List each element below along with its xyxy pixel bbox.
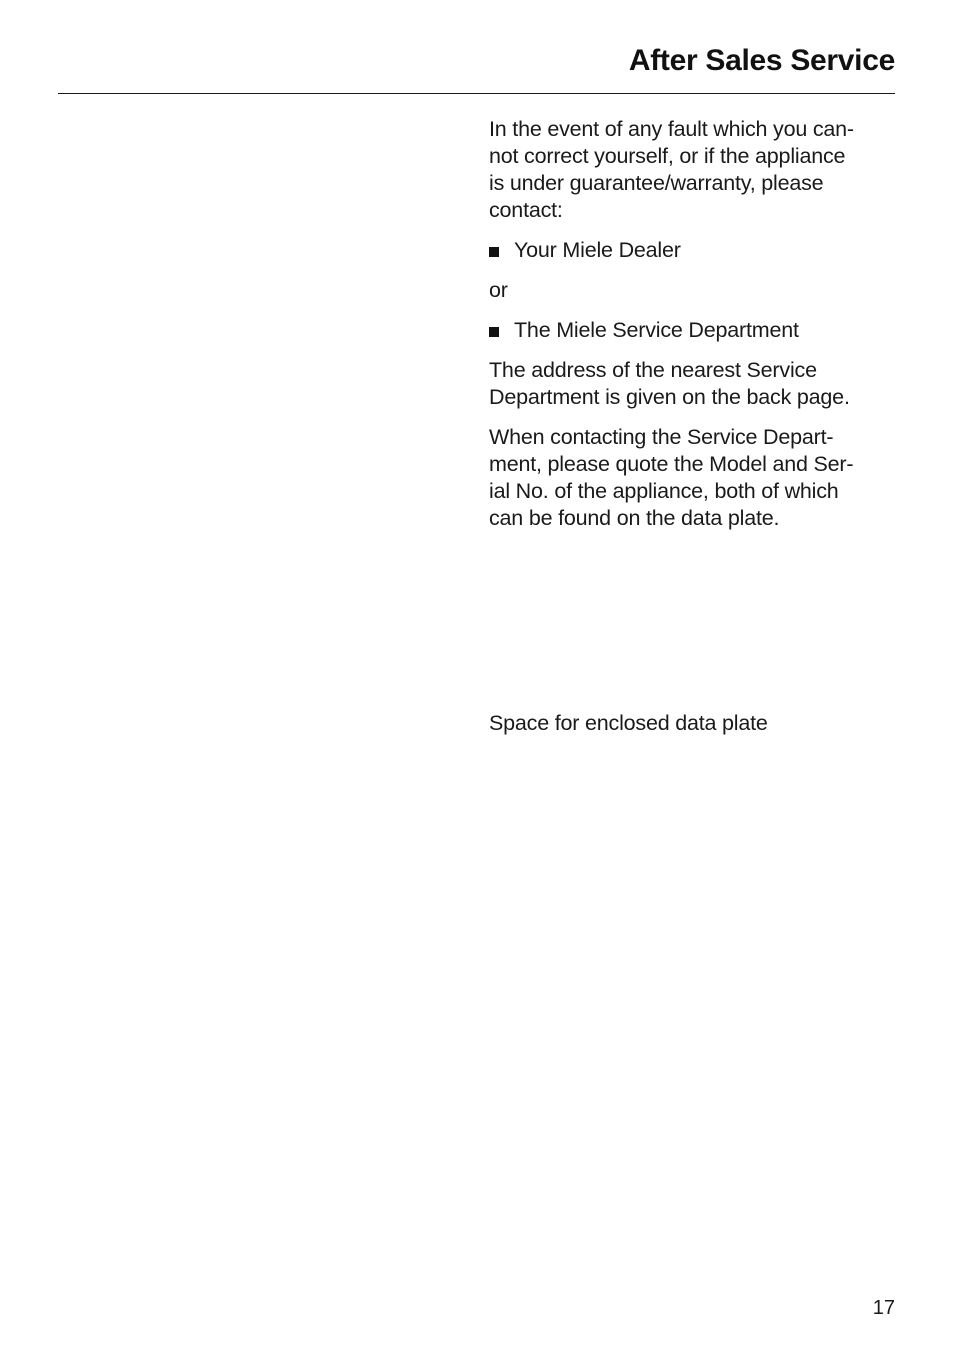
intro-line: In the event of any fault which you can- [489,117,854,141]
contact-line: ment, please quote the Model and Ser- [489,452,854,476]
intro-line: contact: [489,198,563,222]
address-line: Department is given on the back page. [489,385,850,409]
contact-line: ial No. of the appliance, both of which [489,479,839,503]
page-header [58,40,895,94]
square-bullet-icon [489,247,499,257]
contact-line: When contacting the Service Depart- [489,425,834,449]
bullet-label: Your Miele Dealer [514,238,681,262]
address-line: The address of the nearest Service [489,358,817,382]
data-plate-caption: Space for enclosed data plate [489,711,768,735]
intro-line: not correct yourself, or if the appliance [489,144,846,168]
or-text: or [489,278,508,302]
square-bullet-icon [489,327,499,337]
main-content [489,116,899,545]
bullet-label: The Miele Service Department [514,318,799,342]
page-title: After Sales Service [628,44,895,77]
bullet-item-service-department [489,317,899,344]
intro-line: is under guarantee/warranty, please [489,171,824,195]
bullet-item-dealer [489,237,899,264]
intro-paragraph [489,116,899,224]
contact-line: can be found on the data plate. [489,506,780,530]
address-paragraph [489,357,899,411]
contact-paragraph [489,424,899,532]
page-number: 17 [872,1297,895,1319]
